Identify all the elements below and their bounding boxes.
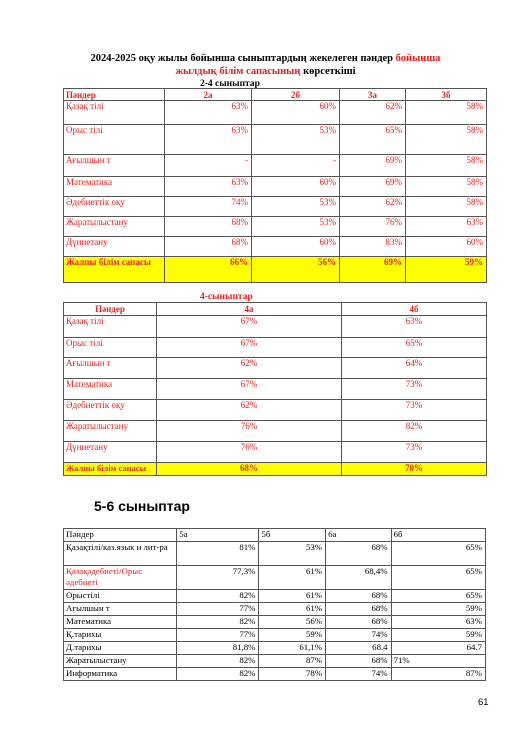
value-cell: - [165, 155, 252, 177]
value-cell: 68% [326, 655, 392, 668]
subject-cell: Қазақтілі/каз.язык и лит-ра [64, 542, 177, 566]
value-cell: 82% [177, 655, 259, 668]
header-cell: 3б [406, 89, 487, 101]
table-row [64, 642, 486, 655]
value-cell: 77,3% [177, 566, 259, 590]
subject-cell: Ағылшын т [64, 603, 177, 616]
value-cell: 62% [157, 400, 342, 421]
value-cell: 56% [259, 616, 326, 629]
header-cell: 2б [252, 89, 340, 101]
value-cell: 59% [391, 629, 485, 642]
value-cell: 62% [157, 358, 342, 379]
header-cell: 6а [326, 529, 392, 542]
title-text: көрсеткіші [300, 66, 356, 77]
table-row [64, 442, 487, 463]
total-label: Жалпы білім сапасы [64, 463, 157, 476]
table-row [64, 101, 487, 125]
subject-cell: Математика [64, 616, 177, 629]
value-cell: 68% [326, 542, 392, 566]
subject-cell: Ағылшын т [64, 155, 165, 177]
value-cell: 60% [252, 237, 340, 257]
table-row [64, 338, 487, 358]
value-cell: 77% [177, 603, 259, 616]
value-cell: 64.7 [391, 642, 485, 655]
subject-cell: Қазақәдебиеті/Орыс әдебиеті [64, 566, 177, 590]
table-header-row [64, 89, 487, 101]
grades-2-4-table [63, 88, 487, 283]
value-cell: 58% [406, 101, 487, 125]
value-cell: 62% [340, 101, 406, 125]
value-cell: 61% [259, 590, 326, 603]
section-heading: 5-6 сыныптар [94, 498, 190, 514]
value-cell: 58% [406, 125, 487, 155]
value-cell: 73% [342, 400, 487, 421]
value-cell: 68% [326, 616, 392, 629]
value-cell: 60% [252, 101, 340, 125]
table-row [64, 379, 487, 400]
value-cell: 83% [340, 237, 406, 257]
total-row [64, 463, 487, 476]
value-cell: 63% [342, 316, 487, 338]
value-cell: 63% [165, 125, 252, 155]
total-value: 70% [342, 463, 487, 476]
value-cell: 65% [391, 566, 485, 590]
value-cell: 61,1% [259, 642, 326, 655]
header-cell: 5а [177, 529, 259, 542]
value-cell: 60% [252, 177, 340, 197]
value-cell: 68% [326, 590, 392, 603]
subject-cell: Орыстілі [64, 590, 177, 603]
value-cell: 71% [391, 655, 485, 668]
value-cell: 67% [157, 316, 342, 338]
value-cell: 82% [177, 668, 259, 681]
subject-cell: Д.тарихы [64, 642, 177, 655]
value-cell: 74% [165, 197, 252, 217]
header-cell: 4б [342, 303, 487, 316]
table2-subtitle: 4-сыныптар [200, 292, 253, 302]
value-cell: 68% [165, 217, 252, 237]
value-cell: 63% [165, 101, 252, 125]
value-cell: 67% [157, 379, 342, 400]
total-row [64, 257, 487, 283]
subject-cell: Ағылшын т [64, 358, 157, 379]
header-cell: 5б [259, 529, 326, 542]
value-cell: 61% [259, 603, 326, 616]
table-row [64, 400, 487, 421]
table-row [64, 421, 487, 442]
total-value: 59% [406, 257, 487, 283]
value-cell: 68% [165, 237, 252, 257]
subject-cell: Дүниетану [64, 442, 157, 463]
grades-5-6-table [63, 528, 486, 681]
value-cell: 81% [177, 542, 259, 566]
value-cell: 58% [406, 197, 487, 217]
value-cell: 68.4 [326, 642, 392, 655]
table-row [64, 566, 486, 590]
table-row [64, 177, 487, 197]
table-row [64, 668, 486, 681]
document-title-line2 [0, 66, 531, 77]
table-row [64, 629, 486, 642]
value-cell: 76% [340, 217, 406, 237]
value-cell: 74% [326, 668, 392, 681]
subject-cell: Математика [64, 177, 165, 197]
value-cell: 63% [406, 217, 487, 237]
value-cell: - [252, 155, 340, 177]
subject-cell: Орыс тілі [64, 338, 157, 358]
value-cell: 58% [406, 155, 487, 177]
value-cell: 76% [157, 442, 342, 463]
header-cell: Пәндер [64, 89, 165, 101]
value-cell: 87% [391, 668, 485, 681]
title-text: 2024-2025 оқу жылы бойынша сыныптардың жекелеген пәндер [90, 53, 396, 64]
value-cell: 73% [342, 379, 487, 400]
table-row [64, 358, 487, 379]
subject-cell: Әдебиеттік оқу [64, 197, 165, 217]
value-cell: 65% [391, 542, 485, 566]
value-cell: 69% [340, 177, 406, 197]
value-cell: 65% [340, 125, 406, 155]
value-cell: 77% [177, 629, 259, 642]
subject-cell: Орыс тілі [64, 125, 165, 155]
value-cell: 58% [406, 177, 487, 197]
subject-cell: Информатика [64, 668, 177, 681]
value-cell: 59% [391, 603, 485, 616]
table-row [64, 316, 487, 338]
table-row [64, 125, 487, 155]
table-row [64, 655, 486, 668]
value-cell: 76% [157, 421, 342, 442]
table-header-row [64, 529, 486, 542]
table-header-row [64, 303, 487, 316]
value-cell: 61% [259, 566, 326, 590]
table-row [64, 603, 486, 616]
table-row [64, 217, 487, 237]
title-text-red: бойынша [395, 53, 441, 64]
value-cell: 60% [406, 237, 487, 257]
value-cell: 82% [177, 616, 259, 629]
subject-cell: Дүниетану [64, 237, 165, 257]
value-cell: 53% [259, 542, 326, 566]
value-cell: 63% [165, 177, 252, 197]
value-cell: 64% [342, 358, 487, 379]
total-value: 66% [165, 257, 252, 283]
value-cell: 53% [252, 197, 340, 217]
table-row [64, 542, 486, 566]
value-cell: 69% [340, 155, 406, 177]
subject-cell: Жаратылыстану [64, 421, 157, 442]
subject-cell: Қазақ тілі [64, 101, 165, 125]
header-cell: 6б [391, 529, 485, 542]
value-cell: 53% [252, 125, 340, 155]
subject-cell: Қазақ тілі [64, 316, 157, 338]
table-row [64, 590, 486, 603]
value-cell: 78% [259, 668, 326, 681]
total-value: 68% [157, 463, 342, 476]
value-cell: 67% [157, 338, 342, 358]
value-cell: 65% [342, 338, 487, 358]
value-cell: 82% [342, 421, 487, 442]
total-value: 69% [340, 257, 406, 283]
title-text-red: жылдық білім сапасының [175, 66, 301, 77]
header-cell: 4а [157, 303, 342, 316]
value-cell: 82% [177, 590, 259, 603]
header-cell: 3а [340, 89, 406, 101]
total-value: 56% [252, 257, 340, 283]
total-label: Жалпы білім сапасы [64, 257, 165, 283]
grades-4-table [63, 302, 487, 476]
value-cell: 65% [391, 590, 485, 603]
value-cell: 53% [252, 217, 340, 237]
value-cell: 81,8% [177, 642, 259, 655]
subject-cell: Математика [64, 379, 157, 400]
table-row [64, 237, 487, 257]
table1-subtitle: 2-4 сыныптар [200, 79, 260, 89]
header-cell: 2а [165, 89, 252, 101]
header-cell: Пәндер [64, 529, 177, 542]
subject-cell: Жаратылыстану [64, 655, 177, 668]
document-title-line1 [0, 53, 531, 64]
value-cell: 73% [342, 442, 487, 463]
header-cell: Пәндер [64, 303, 157, 316]
value-cell: 59% [259, 629, 326, 642]
table-row [64, 197, 487, 217]
value-cell: 74% [326, 629, 392, 642]
value-cell: 62% [340, 197, 406, 217]
subject-cell: Қ.тарихы [64, 629, 177, 642]
page-number: 61 [478, 697, 489, 708]
table-row [64, 155, 487, 177]
subject-cell: Жаратылыстану [64, 217, 165, 237]
subject-cell: Әдебиеттік оқу [64, 400, 157, 421]
value-cell: 68% [326, 603, 392, 616]
value-cell: 63% [391, 616, 485, 629]
value-cell: 68,4% [326, 566, 392, 590]
value-cell: 87% [259, 655, 326, 668]
table-row [64, 616, 486, 629]
